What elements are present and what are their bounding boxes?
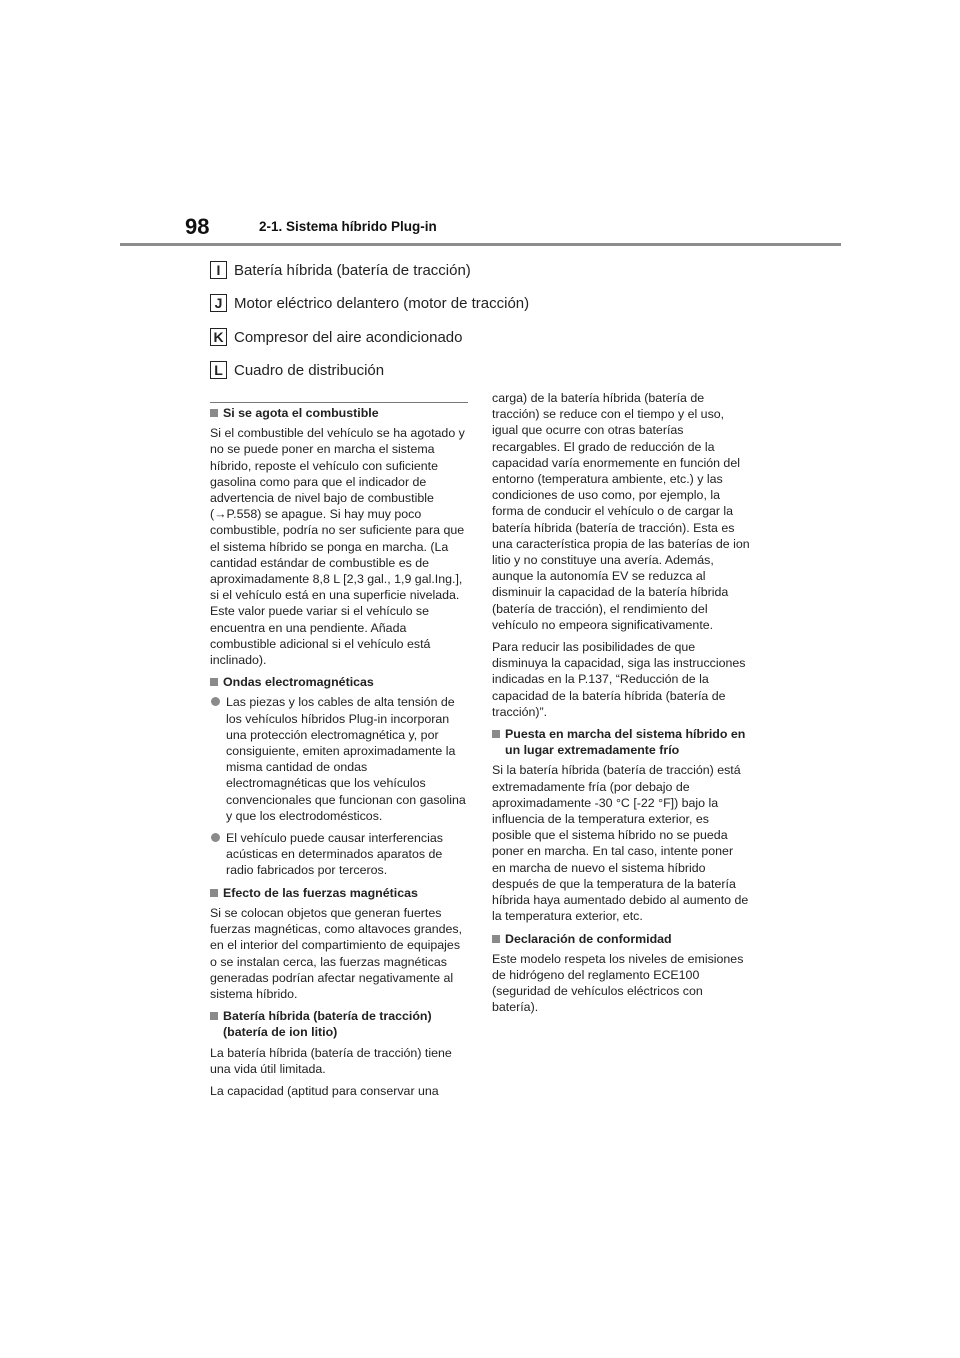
paragraph: Si se colocan objetos que generan fuertes fuerzas magnéticas, como altavoces grandes, en el interior del compartimiento de equipajes o se instalan cerca, las fuerzas magnéticas generadas podrían afectar negativamente al sistema híbrido. — [210, 905, 463, 1001]
heading-conformity — [492, 931, 750, 947]
heading-text: Efecto de las fuerzas magnéticas — [223, 885, 418, 900]
legend-text: Cuadro de distribución — [234, 361, 385, 379]
legend-list — [210, 261, 529, 394]
paragraph: La batería híbrida (batería de tracción) tiene una vida útil limitada. — [210, 1045, 452, 1076]
bullet-text: Las piezas y los cables de alta tensión de los vehículos híbridos Plug-in incorporan una protección electromagnética y, por consiguiente, emiten aproximadamente la misma cantidad de ondas electromagnéticas que los vehículos convencionales que funcionan con gasolina y que los electrodomésticos. — [226, 695, 466, 823]
square-bullet-icon — [210, 889, 218, 897]
paragraph: Este modelo respeta los niveles de emisiones de hidrógeno del reglamento ECE100 (seguridad de vehículos eléctricos con batería). — [492, 951, 744, 1015]
section-divider — [210, 402, 468, 403]
paragraph: carga) de la batería híbrida (batería de tracción) se reduce con el tiempo y el uso, igual que ocurre con otras baterías recargables. El grado de reducción de la capacidad varía enormemente en función del entorno (temperatura ambiente, etc.) y las condiciones de uso como, por ejemplo, la forma de conducir el vehículo o de cargar la batería híbrida (batería de tracción). Esta es una característica propia de las baterías de ion litio y no constituye una avería. Además, aunque la autonomía EV se reduzca al disminuir la capacidad de la batería híbrida (batería de tracción), el rendimiento del vehículo no empeora significativamente. — [492, 391, 750, 632]
paragraph: Para reducir las posibilidades de que disminuya la capacidad, siga las instrucciones indicadas en la P.137, “Reducción de la capacidad de la batería híbrida (batería de tracción)”. — [492, 640, 746, 719]
header-rule — [120, 243, 841, 246]
right-column — [492, 390, 750, 1022]
circle-bullet-icon — [211, 833, 220, 842]
heading-text: Si se agota el combustible — [223, 406, 379, 420]
heading-em-waves — [210, 674, 468, 690]
paragraph: La capacidad (aptitud para conservar una — [210, 1083, 439, 1098]
legend-letter: L — [210, 361, 227, 379]
bullet-text: El vehículo puede causar interferencias acústicas en determinados aparatos de radio fabricados por terceros. — [226, 831, 443, 878]
square-bullet-icon — [210, 1012, 218, 1020]
heading-text: Batería híbrida (batería de tracción) (batería de ion litio) — [223, 1009, 432, 1040]
heading-text: Declaración de conformidad — [505, 931, 672, 946]
legend-text: Compresor del aire acondicionado — [234, 328, 463, 346]
paragraph: Si la batería híbrida (batería de tracción) está extremadamente fría (por debajo de aproximadamente -30 °C [-22 °F]) bajo la influencia de la temperatura exterior, es posible que el sistema híbrido no se pueda poner en marcha. En tal caso, intente poner en marcha de nuevo el sistema híbrido después de que la temperatura de la batería híbrida haya aumentado debido al aumento de la temperatura exterior, etc. — [492, 763, 749, 924]
page-number: 98 — [185, 214, 210, 239]
square-bullet-icon — [210, 678, 218, 686]
legend-letter: I — [210, 261, 227, 279]
left-column — [210, 405, 468, 1105]
legend-text: Motor eléctrico delantero (motor de tracción) — [234, 295, 530, 313]
paragraph: Si el combustible del vehículo se ha agotado y no se puede poner en marcha el sistema híbrido, reposte el vehículo con suficiente gasolina como para que el indicador de advertencia de nivel bajo de combustible (→P.558) se apague. Si hay muy poco combustible, podría no ser suficiente para que el sistema híbrido se ponga en marcha. (La cantidad estándar de combustible es de aproximadamente 8,8 L [2,3 gal., 1,9 gal.Ing.], si el vehículo está en una superficie nivelada. Este valor puede variar si el vehículo se encuentra en una pendiente. Añada combustible adicional si el vehículo está inclinado). — [210, 426, 465, 668]
heading-hybrid-battery — [210, 1008, 468, 1040]
legend-item — [210, 294, 529, 327]
square-bullet-icon — [492, 935, 500, 943]
heading-text: Ondas electromagnéticas — [223, 675, 374, 690]
square-bullet-icon — [210, 409, 218, 417]
section-title: 2-1. Sistema híbrido Plug-in — [259, 219, 437, 234]
legend-letter: K — [210, 328, 227, 346]
heading-text: Puesta en marcha del sistema híbrido en un lugar extremadamente frío — [505, 727, 746, 758]
legend-item — [210, 261, 529, 294]
legend-item — [210, 361, 529, 394]
heading-cold-start — [492, 726, 750, 758]
heading-magnetic — [210, 885, 468, 901]
legend-text: Batería híbrida (batería de tracción) — [234, 262, 471, 279]
bullet-item — [210, 694, 468, 824]
square-bullet-icon — [492, 730, 500, 738]
heading-fuel — [210, 405, 468, 421]
legend-item — [210, 328, 529, 361]
circle-bullet-icon — [211, 697, 220, 706]
bullet-item — [210, 830, 468, 879]
legend-letter: J — [210, 294, 227, 312]
